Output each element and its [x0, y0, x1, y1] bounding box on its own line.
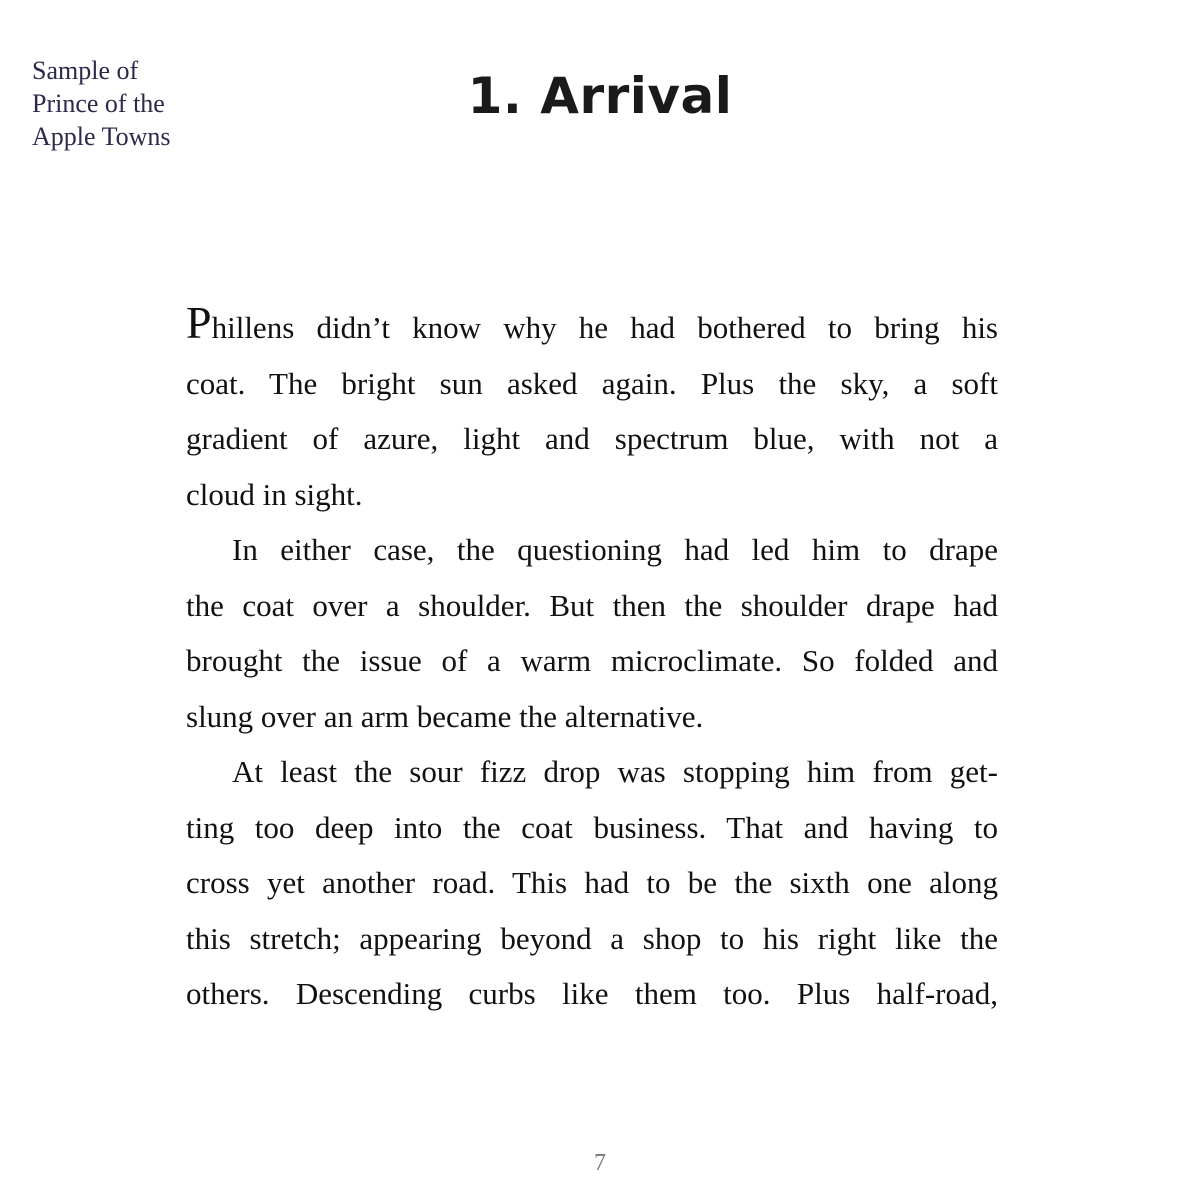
- text-line: At least the sour fizz drop was stopping him from get-: [232, 754, 998, 789]
- text-line: brought the issue of a warm microclimate. So folded and: [186, 643, 998, 678]
- drop-cap: P: [186, 297, 212, 348]
- text-line-content: hillens didn’t know why he had bothered to bring his: [211, 310, 998, 345]
- chapter-title: 1. Arrival: [467, 67, 733, 125]
- chapter-body: [186, 297, 998, 1022]
- page-number: 7: [594, 1150, 606, 1176]
- text-line: cloud in sight.: [186, 476, 363, 512]
- text-line: gradient of azure, light and spectrum blue, with not a: [186, 421, 998, 456]
- text-line: [186, 297, 998, 356]
- text-line: ting too deep into the coat business. That and having to: [186, 809, 998, 845]
- sample-note-line: Prince of the: [32, 89, 165, 118]
- text-line: cross yet another road. This had to be the sixth one along: [186, 865, 998, 900]
- text-line: others. Descending curbs like them too. Plus half-road,: [186, 976, 998, 1011]
- text-line: slung over an arm became the alternative.: [186, 698, 704, 734]
- text-line: the coat over a shoulder. But then the shoulder drape had: [186, 587, 998, 623]
- text-line: coat. The bright sun asked again. Plus the sky, a soft: [186, 365, 998, 401]
- text-line: In either case, the questioning had led him to drape: [232, 532, 998, 567]
- sample-note-line: Apple Towns: [32, 122, 171, 151]
- sample-note-line: Sample of: [32, 56, 139, 85]
- text-line: this stretch; appearing beyond a shop to his right like the: [186, 920, 998, 956]
